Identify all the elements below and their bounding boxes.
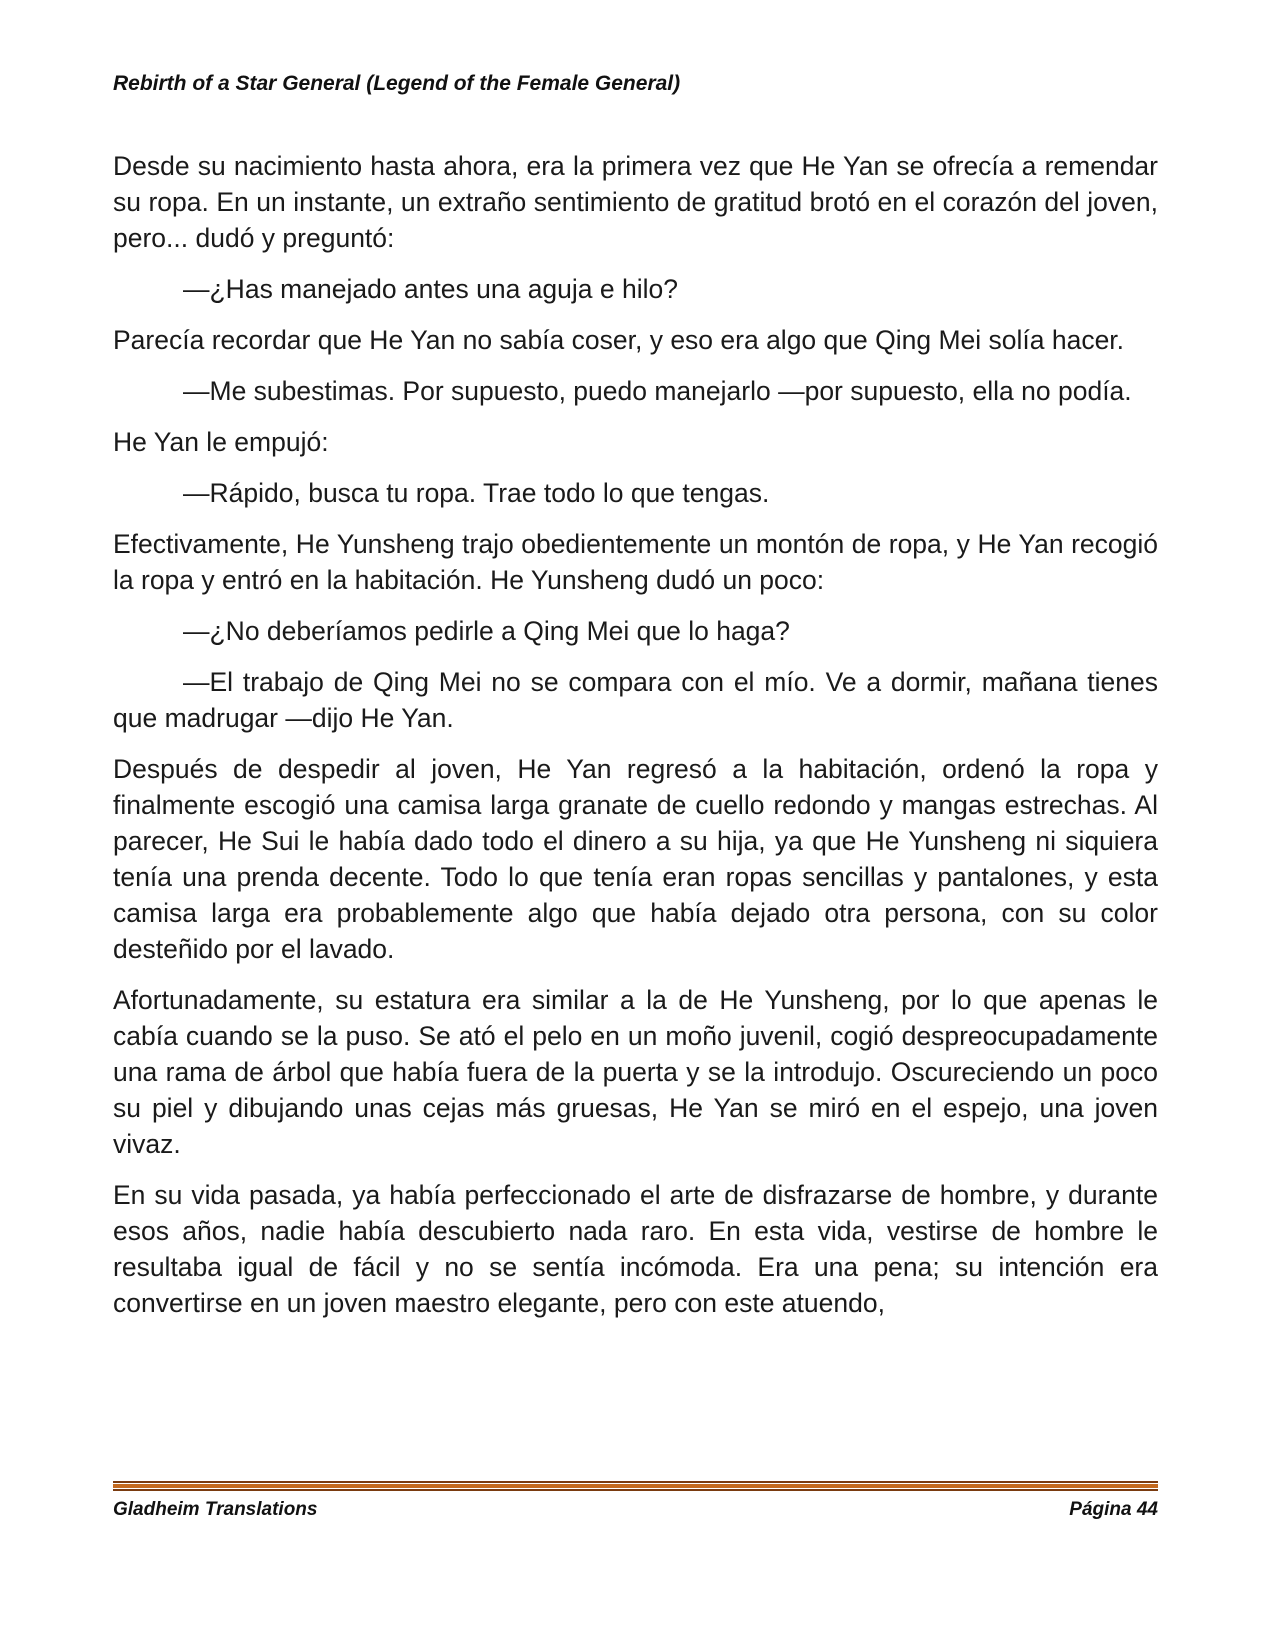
paragraph: Afortunadamente, su estatura era similar a la de He Yunsheng, por lo que apenas le cabía cuando se la puso. Se ató el pelo en un moño juvenil, cogió despreocupadamente una rama de árbol que había fuera de la puerta y se la introdujo. Oscureciendo un poco su piel y dibujando unas cejas más gruesas, He Yan se miró en el espejo, una joven vivaz. (113, 985, 1158, 1159)
footer-divider-accent-line (113, 1484, 1158, 1488)
footer-divider (113, 1481, 1158, 1491)
page-header-title: Rebirth of a Star General (Legend of the Female General) (113, 72, 681, 95)
dialog-line: —¿No deberíamos pedirle a Qing Mei que lo haga? (183, 616, 790, 646)
paragraph: Parecía recordar que He Yan no sabía coser, y eso era algo que Qing Mei solía hacer. (113, 325, 1125, 355)
dialog-line: —¿Has manejado antes una aguja e hilo? (183, 274, 678, 304)
dialog-line: —Rápido, busca tu ropa. Trae todo lo que tengas. (183, 478, 770, 508)
footer-divider-top-line (113, 1481, 1158, 1483)
paragraph: Efectivamente, He Yunsheng trajo obedientemente un montón de ropa, y He Yan recogió la ropa y entró en la habitación. He Yunsheng dudó un poco: (113, 529, 1158, 595)
footer-divider-bottom-line (113, 1489, 1158, 1491)
footer-publisher: Gladheim Translations (113, 1499, 318, 1520)
document-body (113, 148, 1158, 1336)
paragraph: Después de despedir al joven, He Yan regresó a la habitación, ordenó la ropa y finalmente escogió una camisa larga granate de cuello redondo y mangas estrechas. Al parecer, He Sui le había dado todo el dinero a su hija, ya que He Yunsheng ni siquiera tenía una prenda decente. Todo lo que tenía eran ropas sencillas y pantalones, y esta camisa larga era probablemente algo que había dejado otra persona, con su color desteñido por el lavado. (113, 754, 1158, 964)
paragraph: Desde su nacimiento hasta ahora, era la primera vez que He Yan se ofrecía a remendar su ropa. En un instante, un extraño sentimiento de gratitud brotó en el corazón del joven, pero... dudó y preguntó: (113, 151, 1158, 253)
dialog-line: —El trabajo de Qing Mei no se compara con el mío. Ve a dormir, mañana tienes que madrugar —dijo He Yan. (113, 667, 1158, 733)
dialog-line: —Me subestimas. Por supuesto, puedo manejarlo —por supuesto, ella no podía. (183, 376, 1132, 406)
footer-page-number: Página 44 (1069, 1499, 1158, 1520)
paragraph: En su vida pasada, ya había perfeccionado el arte de disfrazarse de hombre, y durante esos años, nadie había descubierto nada raro. En esta vida, vestirse de hombre le resultaba igual de fácil y no se sentía incómoda. Era una pena; su intención era convertirse en un joven maestro elegante, pero con este atuendo, (113, 1180, 1158, 1318)
paragraph: He Yan le empujó: (113, 427, 329, 457)
